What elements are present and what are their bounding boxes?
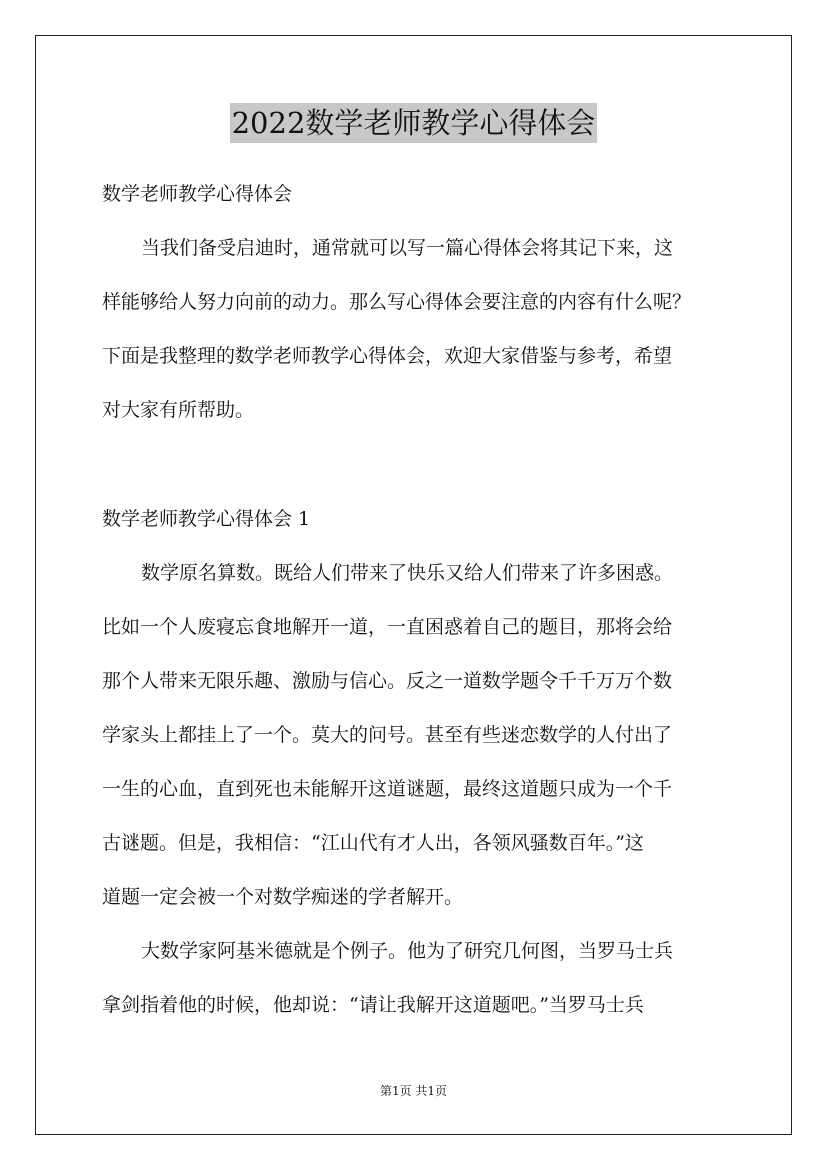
intro-line: 对大家有所帮助。 bbox=[102, 399, 255, 421]
paragraph-line: 比如一个人废寝忘食地解开一道，一直困惑着自己的题目，那将会给 bbox=[102, 616, 673, 638]
document-title: 2022数学老师教学心得体会 bbox=[230, 103, 598, 143]
paragraph-line: 数学原名算数。既给人们带来了快乐又给人们带来了许多困惑。 bbox=[141, 562, 674, 584]
section-heading: 数学老师教学心得体会 1 bbox=[102, 508, 311, 530]
intro-line: 下面是我整理的数学老师教学心得体会，欢迎大家借鉴与参考，希望 bbox=[102, 345, 673, 367]
paragraph-line: 古谜题。但是，我相信：“江山代有才人出，各领风骚数百年。”这 bbox=[102, 832, 644, 854]
paragraph-line: 拿剑指着他的时候，他却说：“请让我解开这道题吧。”当罗马士兵 bbox=[102, 994, 644, 1016]
intro-line: 样能够给人努力向前的动力。那么写心得体会要注意的内容有什么呢？ bbox=[102, 291, 692, 313]
page-footer: 第1页 共1页 bbox=[379, 1084, 448, 1098]
paragraph-line: 道题一定会被一个对数学痴迷的学者解开。 bbox=[102, 886, 464, 908]
paragraph-line: 那个人带来无限乐趣、激励与信心。反之一道数学题令千千万万个数 bbox=[102, 670, 673, 692]
paragraph-line: 学家头上都挂上了一个。莫大的问号。甚至有些迷恋数学的人付出了 bbox=[102, 724, 673, 746]
intro-line: 当我们备受启迪时，通常就可以写一篇心得体会将其记下来，这 bbox=[141, 237, 674, 259]
paragraph-line: 一生的心血，直到死也未能解开这道谜题，最终这道题只成为一个千 bbox=[102, 778, 673, 800]
intro-heading: 数学老师教学心得体会 bbox=[102, 183, 293, 205]
paragraph-line: 大数学家阿基米德就是个例子。他为了研究几何图，当罗马士兵 bbox=[141, 940, 674, 962]
title-container bbox=[0, 103, 827, 143]
